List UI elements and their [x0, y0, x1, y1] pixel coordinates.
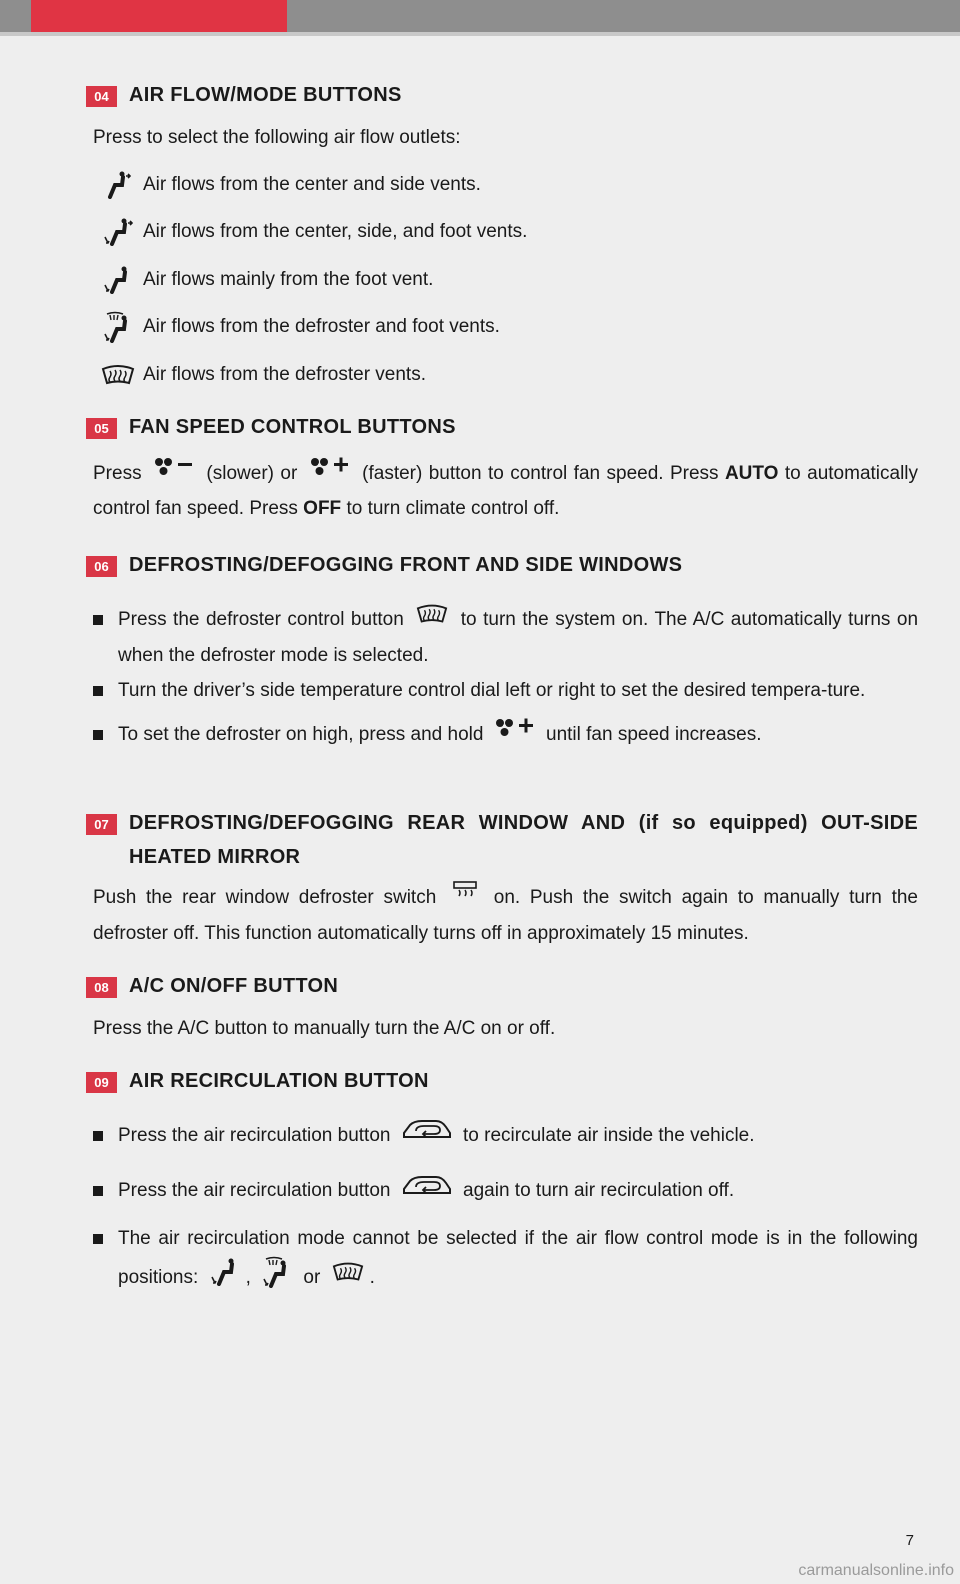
section-defrost-rear [86, 812, 918, 951]
bullet-item: Turn the driver’s side temperature control dial left or right to set the desired tempera-ture. [93, 677, 918, 705]
section-intro: Press to select the following air flow outlets: [93, 127, 461, 148]
bullet-item: Press the defroster control button to turn the system on. The A/C automatically turns on when the defroster mode is selected. [93, 602, 918, 673]
defrost-foot-icon [93, 311, 143, 343]
top-divider [0, 32, 960, 36]
mode-description: Air flows mainly from the foot vent. [143, 268, 434, 290]
mode-description: Air flows from the defroster and foot vents. [143, 316, 500, 338]
bullet-item: Press the air recirculation button again to turn air recirculation off. [93, 1173, 918, 1208]
defrost-icon [332, 1260, 364, 1296]
top-bar [0, 0, 960, 32]
section-number-badge: 06 [86, 556, 117, 577]
section-air-flow-mode [86, 84, 918, 399]
watermark: carmanualsonline.info [798, 1562, 954, 1579]
mode-description: Air flows from the center and side vents. [143, 173, 481, 195]
section-number-badge: 04 [86, 86, 117, 107]
bullet-list [93, 1118, 918, 1300]
bullet-item: To set the defroster on high, press and hold until fan speed increases. [93, 717, 918, 752]
page-number: 7 [905, 1532, 914, 1549]
recirculation-icon [402, 1174, 452, 1209]
section-number-badge: 07 [86, 814, 117, 835]
body-text: to [784, 463, 801, 484]
section-body: Press the A/C button to manually turn the A/C on or off. [93, 1018, 556, 1039]
bullet-item: The air recirculation mode cannot be selected if the air flow control mode is in the following positions: , or . [93, 1221, 918, 1300]
bullet-item: Press the air recirculation button to recirculate air inside the vehicle. [93, 1118, 918, 1153]
mode-item [93, 161, 918, 209]
vent-icon [93, 171, 143, 199]
mode-description: Air flows from the defroster vents. [143, 363, 426, 385]
body-text: to turn climate control off. [346, 498, 560, 520]
section-recirculation [86, 1070, 918, 1300]
defrost-icon [416, 602, 448, 638]
fan-slower-icon [154, 456, 194, 491]
mode-item [93, 304, 918, 352]
top-bar-accent [31, 0, 287, 32]
bi-level-icon [93, 218, 143, 246]
section-title: DEFROSTING/DEFOGGING REAR WINDOW AND (if so equipped) OUT-SIDE HEATED MIRROR [129, 812, 918, 868]
section-defrost-front [86, 554, 918, 752]
bullet-list [93, 602, 918, 752]
section-fan-speed [86, 416, 918, 526]
body-text: (slower) or [206, 463, 298, 484]
rear-defrost-icon [452, 880, 478, 916]
mode-description: Air flows from the center, side, and foot vents. [143, 221, 528, 243]
section-number-badge: 08 [86, 977, 117, 998]
defrost-foot-icon [262, 1256, 292, 1300]
body-text: (faster) button to control fan speed. Press [362, 463, 719, 484]
section-title: AIR RECIRCULATION BUTTON [129, 1070, 429, 1092]
section-body [93, 456, 918, 526]
mode-list [93, 161, 918, 399]
body-text: Press [93, 463, 142, 484]
section-title: AIR FLOW/MODE BUTTONS [129, 84, 402, 106]
auto-keyword: AUTO [724, 463, 779, 484]
body-text: automatically control fan speed. Press [93, 463, 919, 520]
section-title: FAN SPEED CONTROL BUTTONS [129, 416, 456, 438]
off-keyword: OFF [303, 498, 342, 520]
recirculation-icon [402, 1118, 452, 1153]
section-number-badge: 05 [86, 418, 117, 439]
defrost-icon [93, 363, 143, 387]
section-number-badge: 09 [86, 1072, 117, 1093]
foot-icon [93, 266, 143, 294]
section-body: Push the rear window defroster switch on. Push the switch again to manually turn the defroster off. This function automatically turns off in approximately 15 minutes. [93, 880, 918, 951]
mode-item [93, 351, 918, 399]
fan-faster-icon [495, 717, 535, 752]
section-ac [86, 975, 918, 1046]
mode-item [93, 209, 918, 257]
fan-faster-icon [310, 456, 350, 491]
section-title: A/C ON/OFF BUTTON [129, 975, 339, 997]
section-title: DEFROSTING/DEFOGGING FRONT AND SIDE WINDOWS [129, 554, 683, 576]
foot-icon [210, 1258, 240, 1298]
mode-item [93, 256, 918, 304]
